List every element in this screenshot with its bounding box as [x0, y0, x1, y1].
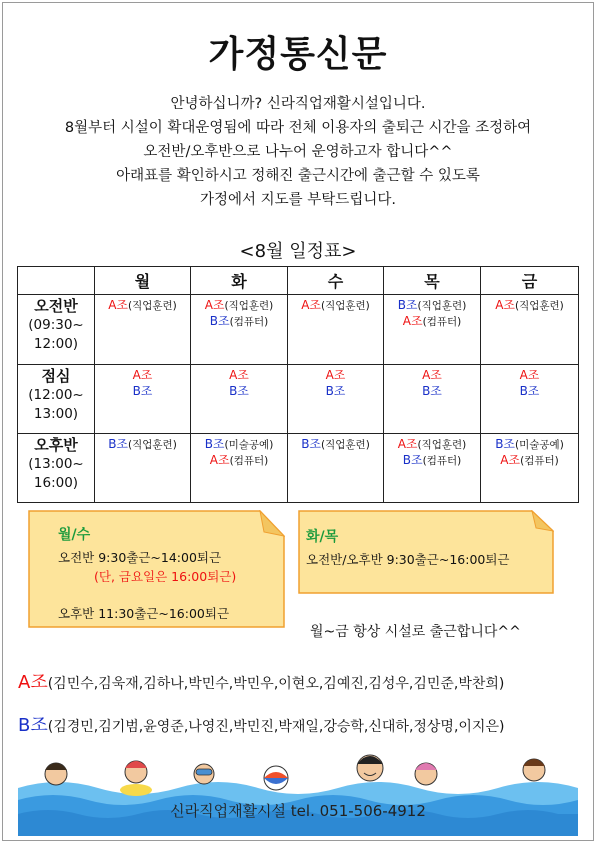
- schedule-cell: [288, 365, 384, 434]
- group-tag: B조: [209, 314, 230, 328]
- group-tag: B조: [108, 437, 129, 451]
- schedule-entry: [288, 437, 383, 453]
- activity-label: (직업훈련): [321, 300, 370, 312]
- page-title: 가정통신문: [208, 34, 388, 75]
- schedule-entry: [481, 453, 578, 469]
- row-header: 오후반 (13:00~ 16:00): [18, 434, 95, 503]
- group-tag: A조: [132, 368, 153, 382]
- activity-label: (컴퓨터): [422, 455, 462, 467]
- group-tag: A조: [204, 298, 225, 312]
- schedule-cell: [481, 434, 579, 503]
- schedule-cell: [191, 434, 288, 503]
- swimmer-4-icon: [357, 755, 383, 781]
- intro-line: 오전반/오후반으로 나누어 운영하고자 합니다^^: [143, 144, 453, 160]
- group-a: [18, 668, 504, 694]
- group-tag: B조: [301, 437, 322, 451]
- swimmer-6-icon: [523, 759, 545, 781]
- intro-line: 안녕하십니까? 신라직업재활시설입니다.: [170, 96, 426, 112]
- activity-label: (직업훈련): [417, 300, 467, 312]
- group-tag: B조: [422, 384, 442, 398]
- group-tag: A조: [301, 298, 322, 312]
- group-tag: A조: [229, 368, 249, 382]
- group-tag: B조: [204, 437, 225, 451]
- schedule-entry: [384, 298, 480, 314]
- schedule-entry: [95, 298, 190, 314]
- schedule-cell: [384, 295, 481, 365]
- intro-line: 8월부터 시설이 확대운영됨에 따라 전체 이용자의 출퇴근 시간을 조정하여: [64, 120, 532, 136]
- row-header: 오전반 (09:30~ 12:00): [18, 295, 95, 365]
- schedule-entry: [384, 368, 480, 384]
- schedule-entry: [191, 368, 287, 384]
- group-tag: B조: [132, 384, 153, 398]
- group-tag: A조: [209, 453, 230, 467]
- schedule-entry: [481, 384, 578, 400]
- schedule-entry: [384, 384, 480, 400]
- schedule-entry: [191, 298, 287, 314]
- schedule-entry: [384, 453, 480, 469]
- schedule-entry: [481, 298, 578, 314]
- schedule-entry: [288, 384, 383, 400]
- footer-contact: 신라직업재활시설 tel. 051-506-4912: [170, 802, 426, 820]
- activity-label: (직업훈련): [417, 439, 467, 451]
- swimmer-3-icon: [194, 764, 214, 784]
- day-header: 화: [191, 267, 288, 295]
- schedule-entry: [95, 437, 190, 453]
- table-row: [18, 434, 579, 503]
- schedule-entry: [384, 437, 480, 453]
- activity-label: (직업훈련): [515, 300, 564, 312]
- swimmer-5-icon: [415, 763, 437, 785]
- day-header: 금: [481, 267, 579, 295]
- swimmer-2-icon: [120, 761, 152, 796]
- activity-label: (직업훈련): [321, 439, 370, 451]
- group-tag: A조: [108, 298, 129, 312]
- activity-label: (컴퓨터): [422, 316, 462, 328]
- schedule-entry: [288, 298, 383, 314]
- group-tag: B조: [495, 437, 516, 451]
- schedule-table: [17, 266, 579, 503]
- group-tag: A조: [500, 453, 521, 467]
- schedule-entry: [191, 453, 287, 469]
- schedule-cell: [384, 365, 481, 434]
- schedule-entry: [481, 437, 578, 453]
- schedule-entry: [288, 368, 383, 384]
- intro-text: [0, 92, 596, 212]
- group-tag: B조: [397, 298, 418, 312]
- always-text: 월~금 항상 시설로 출근합니다^^: [310, 624, 521, 640]
- note-tue-thu: [298, 510, 554, 594]
- schedule-cell: [384, 434, 481, 503]
- note-line: 오후반 11:30출근~16:00퇴근: [58, 606, 230, 621]
- note-line: 오전반 9:30출근~14:00퇴근: [58, 550, 222, 565]
- schedule-cell: [481, 365, 579, 434]
- schedule-cell: [191, 295, 288, 365]
- table-header-row: [18, 267, 579, 295]
- group-tag: A조: [495, 298, 516, 312]
- schedule-cell: [288, 295, 384, 365]
- activity-label: (컴퓨터): [229, 455, 269, 467]
- group-tag: A조: [325, 368, 346, 382]
- group-b: [18, 711, 504, 737]
- intro-line: 아래표를 확인하시고 정해진 출근시간에 출근할 수 있도록: [116, 168, 480, 184]
- activity-label: (직업훈련): [128, 439, 177, 451]
- activity-label: (직업훈련): [128, 300, 177, 312]
- group-tag: A조: [422, 368, 442, 382]
- table-row: [18, 365, 579, 434]
- note-line: 오전반/오후반 9:30출근~16:00퇴근: [306, 552, 510, 567]
- day-header: 수: [288, 267, 384, 295]
- group-tag: B조: [229, 384, 249, 398]
- ball-icon: [264, 766, 288, 790]
- group-tag: B조: [519, 384, 540, 398]
- table-row: [18, 295, 579, 365]
- row-header: 점심 (12:00~ 13:00): [18, 365, 95, 434]
- schedule-entry: [191, 437, 287, 453]
- group-tag: B조: [402, 453, 423, 467]
- schedule-title: <8월 일정표>: [239, 241, 357, 262]
- schedule-entry: [191, 314, 287, 330]
- group-tag: A조: [402, 314, 423, 328]
- activity-label: (미술공예): [515, 439, 564, 451]
- schedule-cell: [481, 295, 579, 365]
- header-corner: [18, 267, 95, 295]
- activity-label: (미술공예): [224, 439, 274, 451]
- schedule-entry: [95, 384, 190, 400]
- group-tag: B조: [325, 384, 346, 398]
- activity-label: (직업훈련): [224, 300, 274, 312]
- group-a-label: A조: [18, 672, 48, 693]
- schedule-cell: [95, 434, 191, 503]
- note-heading: 화/목: [306, 529, 339, 545]
- day-header: 월: [95, 267, 191, 295]
- activity-label: (컴퓨터): [520, 455, 559, 467]
- group-b-members: (김경민,김기범,윤영준,나영진,박민진,박재일,강승학,신대하,정상명,이지은): [47, 719, 505, 735]
- intro-line: 가정에서 지도를 부탁드립니다.: [200, 192, 396, 208]
- swimmer-1-icon: [45, 763, 67, 785]
- day-header: 목: [384, 267, 481, 295]
- schedule-cell: [95, 365, 191, 434]
- swimming-illustration: [18, 748, 578, 836]
- group-tag: A조: [519, 368, 540, 382]
- note-mon-wed: [28, 510, 285, 628]
- group-b-label: B조: [18, 715, 48, 736]
- group-tag: A조: [397, 437, 418, 451]
- note-heading: 월/수: [58, 527, 91, 543]
- schedule-entry: [191, 384, 287, 400]
- schedule-entry: [384, 314, 480, 330]
- schedule-cell: [288, 434, 384, 503]
- schedule-entry: [95, 368, 190, 384]
- schedule-cell: [95, 295, 191, 365]
- activity-label: (컴퓨터): [229, 316, 269, 328]
- schedule-cell: [191, 365, 288, 434]
- schedule-entry: [481, 368, 578, 384]
- note-line: (단, 금요일은 16:00퇴근): [94, 569, 237, 584]
- group-a-members: (김민수,김욱재,김하나,박민수,박민우,이현오,김예진,김성우,김민준,박찬희): [47, 676, 505, 692]
